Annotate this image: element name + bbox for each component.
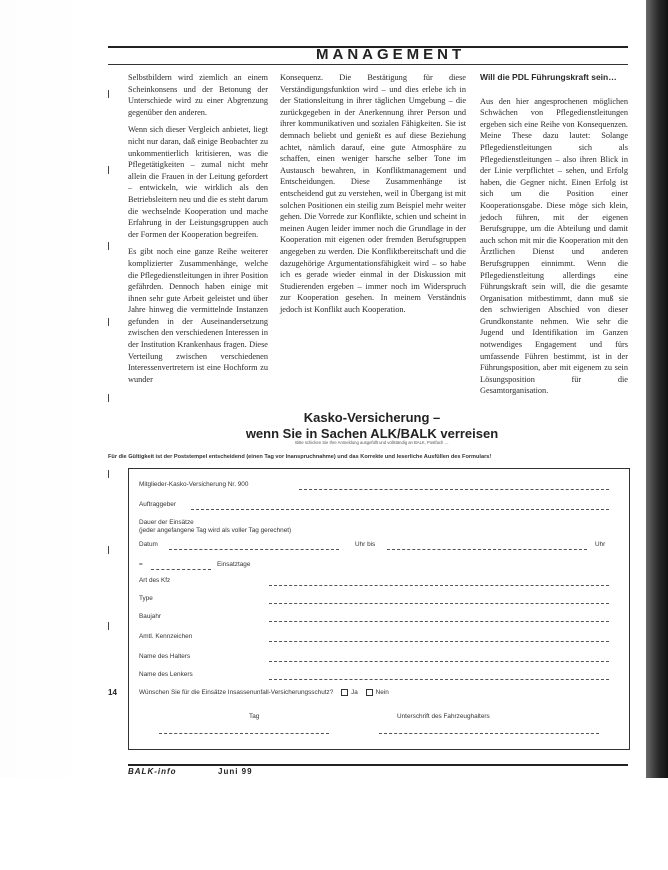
footer-rule	[128, 764, 628, 766]
vehicle-type-label: Art des Kfz	[139, 577, 171, 584]
deploy-days-field[interactable]	[151, 569, 211, 570]
paragraph: Selbstbildern wird ziemlich an einem Scheinkonsens und der Betonung der Unterschiede wird zu einer Abgrenzung gegenüber den anderen.	[128, 73, 268, 117]
paragraph: Konsequenz. Die Bestätigung für diese Verständigungsfunktion wird – und dies erlebe ich in der Stationsleitung in ihrer täglichen Umgebung – die zurückgegeben in der Anerkennung ihrer Person und ihrer kommunikativen und sozialen Fähigkeiten. Sie ist demnach beliebt und genießt es auf diese Beziehung achtet, nämlich darauf, eine gute Atmosphäre zu schaffen, einen weniger harsche selber Tone im Austausch bewahren, in Konfliktmanagement und Entscheidungen. Diese Zusammenhänge ist entscheidend gut zu verstehen, weil in Übergang ist mit solchen Positionen ein steilig zum Beispiel mehr weiter gehen. Die Vorrede zur Konflikte, schien und scheint in meinen Augen leider immer noch die Grundlage in der Kooperation mit eigenen oder fremden Berufsgruppen angegeben zu werden. Die Konfliktbereitschaft und die dazugehörige Argumentationsfähigkeit wird – so habe ich es gerade wieder einmal in der Diskussion mit Studierenden ergeben – immer noch im Widerspruch zur Kooperation gesehen. In meinem Verständnis jedoch ist Konflikt auch Kooperation.	[280, 73, 466, 314]
insurance-question-text: Wünschen Sie für die Einsätze Insassenunfall-Versicherungsschutz?	[139, 689, 334, 697]
paragraph: Es gibt noch eine ganze Reihe weiterer komplizierter Zusammenhänge, welche die Pflegedienstleitungen in ihrer Position gefährden. Dennoch haben einige mit ihnen sehr gute Arbeit geleistet und über Jahre hinweg die vermittelnde Instanzen gefunden in der Auseinandersetzung zwischen den verschiedenen Interessen in der Institution Krankenhaus fragen. Diese Verteilung zwischen verschiedenen Interessenvertretern ist eine Hochform zu wunder	[128, 247, 268, 384]
margin-tick	[108, 318, 109, 326]
yes-label: Ja	[351, 689, 358, 697]
date-to-label: Uhr bis	[355, 541, 376, 548]
scan-bottom-margin	[0, 778, 668, 870]
year-label: Baujahr	[139, 613, 162, 620]
client-field[interactable]	[191, 509, 609, 510]
signature-owner-label: Unterschrift des Fahrzeughalters	[397, 713, 490, 720]
kasko-subtitle: Bitte schicken Sie Ihre Anmeldung ausgefüllt und vollständig an BALK, Postfach …	[295, 440, 449, 445]
paragraph: Wenn sich dieser Vergleich anbietet, liegt nicht nur daran, daß einige Beobachter zu unkommentierlich kritisieren, was die Pflegetätigkeiten – zumal nicht mehr allein die Frauen in der Leitung gefordert – entwickeln, wie wirklich als den Betriebsleitern neu und die es steht darum die wechselnde Kooperation und mache Erfahrung in der Leistungsgruppen auch der Formen der Kooperation begreifen.	[128, 125, 268, 239]
document-page	[108, 38, 636, 778]
plate-field[interactable]	[269, 641, 609, 642]
insurance-question	[139, 689, 389, 696]
section-title: MANAGEMENT	[316, 46, 466, 63]
date-from-label: Datum	[139, 541, 158, 548]
model-field[interactable]	[269, 603, 609, 604]
page-number: 14	[108, 688, 117, 697]
subheading: Will die PDL Führungskraft sein…	[480, 72, 617, 82]
yes-checkbox[interactable]	[341, 689, 348, 696]
equals-sign: =	[139, 561, 143, 568]
header-rule-bottom	[108, 64, 628, 65]
footer-brand: BALK-info	[128, 767, 177, 776]
date-to-field[interactable]	[387, 549, 587, 550]
kasko-title	[108, 410, 636, 442]
member-no-label: Mitglieder-Kasko-Versicherung Nr. 900	[139, 481, 249, 488]
driver-label: Name des Lenkers	[139, 671, 193, 678]
kasko-form-section	[108, 410, 636, 758]
model-label: Type	[139, 595, 153, 602]
kasko-note: Für die Gültigkeit ist der Poststempel entscheidend (einen Tag vor Inanspruchnahme) und das Korrekte und leserliche Ausfüllen des Formulars!	[108, 454, 492, 460]
kasko-title-line1: Kasko-Versicherung –	[303, 410, 441, 425]
article-column-3	[480, 72, 628, 403]
vehicle-type-field[interactable]	[269, 585, 609, 586]
article-column-2	[280, 72, 466, 321]
plate-label: Amtl. Kennzeichen	[139, 633, 193, 640]
member-no-field[interactable]	[299, 489, 609, 490]
signature-date-field[interactable]	[159, 733, 329, 734]
margin-tick	[108, 242, 109, 250]
duration-label: Dauer der Einsätze	[139, 519, 194, 526]
no-label: Nein	[375, 689, 389, 697]
driver-field[interactable]	[269, 679, 609, 680]
deploy-days-label: Einsatztage	[217, 561, 251, 568]
margin-tick	[108, 90, 109, 98]
date-from-field[interactable]	[169, 549, 339, 550]
client-label: Auftraggeber	[139, 501, 176, 508]
scan-left-margin	[0, 0, 88, 870]
margin-tick	[108, 394, 109, 402]
signature-date-label: Tag	[249, 713, 260, 720]
scan-right-shadow	[646, 0, 668, 870]
kasko-title-line2: wenn Sie in Sachen ALK/BALK verreisen	[245, 426, 499, 441]
article-column-1	[128, 72, 268, 391]
margin-tick	[108, 166, 109, 174]
paragraph: Aus den hier angesprochenen möglichen Schwächen von Pflegedienstleitungen ergeben sich eine Reihe von Konsequenzen. Meine These dazu lautet: Solange Pflegedienstleitungen sich als Pflegedienstleitungen – also ihren Blick in der Linie verpflichtet – sehen, und Erfolg haben, die Gegner nicht. Einen Erfolg ist sich um die Position einer Kooperationsgabe. Diese möge sich klein, jedoch führen, mit der eigenen Berufsgruppe, um die Abteilung und damit auch schon mit mir die Kooperation mit den Ärztlichen Dienst und anderen Berufsgruppen einnimmt. Wenn die Pflegedienstleitung allerdings eine Führungskraft sein will, die die gesamte Organisation mitbestimmt, dann muß sie den schwierigen Abschied von dieser Grundkonstante nehmen. Wie sehr die Jugend und Identifikation im Ganzen notwendiges Engagement und fürs umfassende Führen bestimmt, ist in der Führungsposition, aber mit eigenem zu sein Lösungsposition für die Gesamtorganisation.	[480, 96, 628, 396]
year-field[interactable]	[269, 621, 609, 622]
time-suffix: Uhr	[595, 541, 606, 548]
signature-owner-field[interactable]	[379, 733, 599, 734]
duration-note: (jeder angefangene Tag wird als voller Tag gerechnet)	[139, 527, 292, 534]
no-checkbox[interactable]	[366, 689, 373, 696]
owner-label: Name des Halters	[139, 653, 191, 660]
form-box	[128, 468, 630, 750]
owner-field[interactable]	[269, 661, 609, 662]
footer-date: Juni 99	[218, 767, 253, 776]
